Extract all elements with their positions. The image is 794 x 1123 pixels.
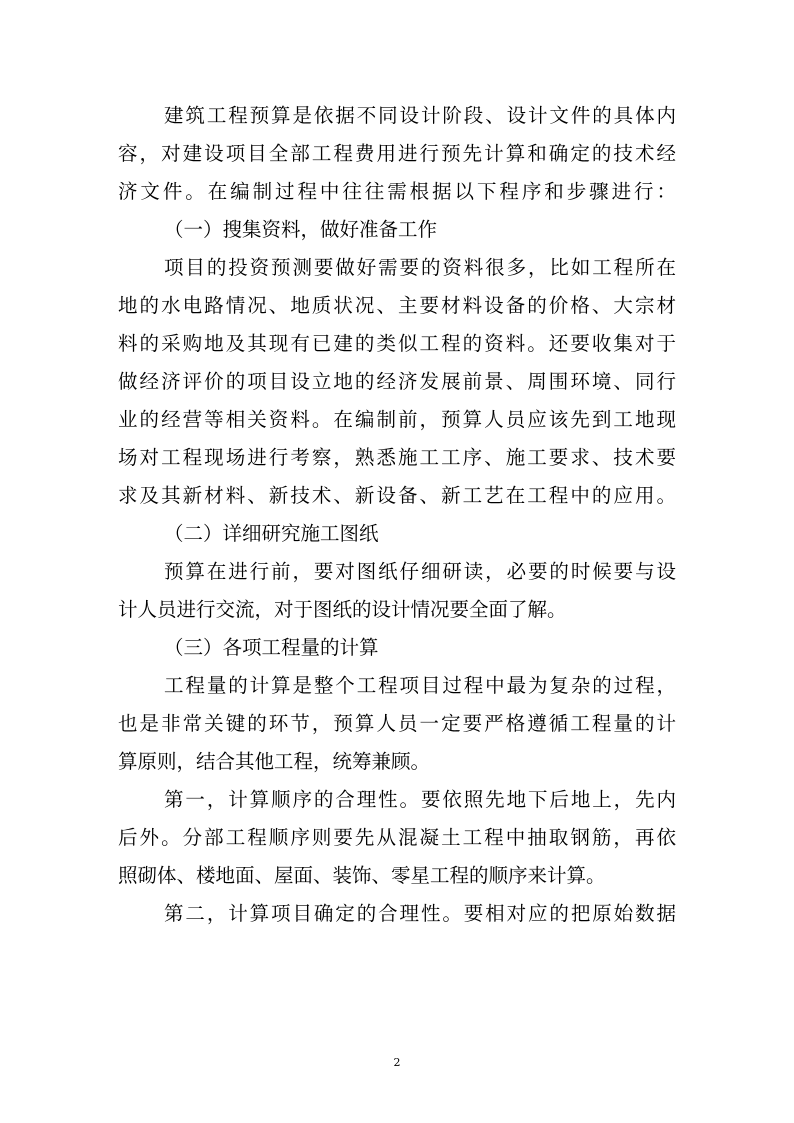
paragraph-line: 预算在进行前，要对图纸仔细研读，必要的时候要与设: [164, 560, 676, 583]
paragraph-line: 场对工程现场进行考察，熟悉施工工序、施工要求、技术要: [118, 446, 676, 469]
paragraph-line: 料的采购地及其现有已建的类似工程的资料。还要收集对于: [118, 332, 676, 355]
page-number: 2: [393, 1056, 401, 1069]
paragraph-line: 做经济评价的项目设立地的经济发展前景、周围环境、同行: [118, 370, 676, 393]
paragraph-line: 业的经营等相关资料。在编制前，预算人员应该先到工地现: [118, 408, 676, 431]
paragraph-line: 容，对建设项目全部工程费用进行预先计算和确定的技术经: [118, 142, 676, 165]
paragraph-line: 照砌体、楼地面、屋面、装饰、零星工程的顺序来计算。: [118, 864, 606, 887]
paragraph-line: 也是非常关键的环节，预算人员一定要严格遵循工程量的计: [118, 712, 676, 735]
paragraph-line: 算原则，结合其他工程，统筹兼顾。: [118, 750, 431, 773]
paragraph-line: 求及其新材料、新技术、新设备、新工艺在工程中的应用。: [118, 484, 676, 507]
paragraph-line: 地的水电路情况、地质状况、主要材料设备的价格、大宗材: [118, 294, 676, 317]
section-heading: （二）详细研究施工图纸: [164, 522, 379, 545]
paragraph-line: 计人员进行交流，对于图纸的设计情况要全面了解。: [118, 598, 567, 621]
paragraph-line: 工程量的计算是整个工程项目过程中最为复杂的过程，: [164, 674, 676, 697]
paragraph-line: 第二，计算项目确定的合理性。要相对应的把原始数据: [164, 902, 676, 925]
section-heading: （一）搜集资料，做好准备工作: [164, 218, 438, 241]
paragraph-line: 建筑工程预算是依据不同设计阶段、设计文件的具体内: [164, 104, 676, 127]
section-heading: （三）各项工程量的计算: [164, 636, 379, 659]
paragraph-line: 项目的投资预测要做好需要的资料很多，比如工程所在: [164, 256, 676, 279]
paragraph-line: 济文件。在编制过程中往往需根据以下程序和步骤进行：: [118, 180, 676, 203]
paragraph-line: 第一，计算顺序的合理性。要依照先地下后地上，先内: [164, 788, 676, 811]
paragraph-line: 后外。分部工程顺序则要先从混凝土工程中抽取钢筋，再依: [118, 826, 676, 849]
